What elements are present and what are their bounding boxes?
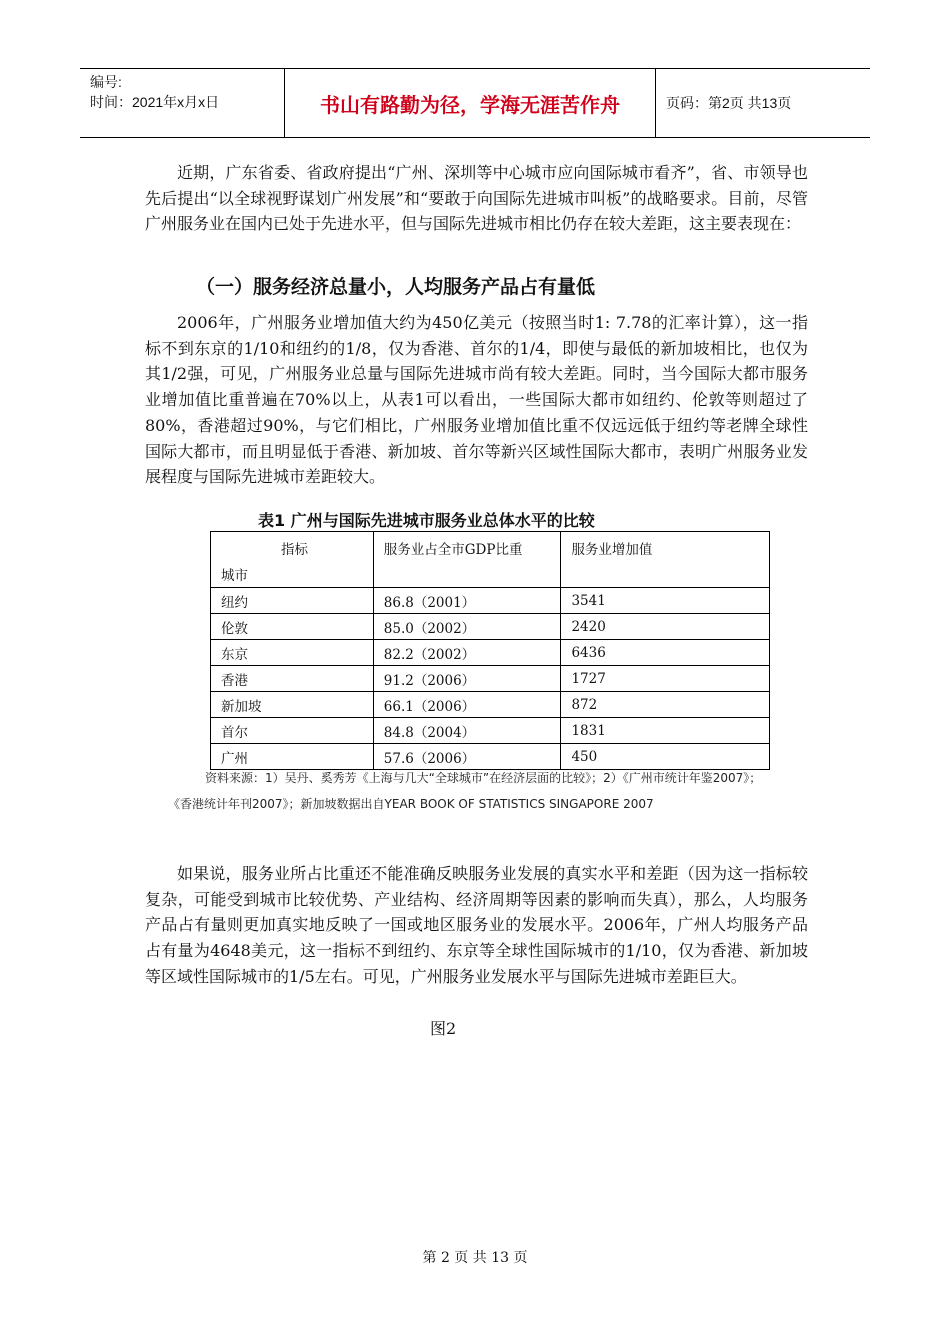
share-cell: 84.8（2004） bbox=[373, 718, 561, 744]
page-header bbox=[80, 68, 870, 138]
table-row bbox=[211, 666, 770, 692]
city-cell: 香港 bbox=[211, 666, 374, 692]
city-cell: 广州 bbox=[211, 744, 374, 770]
header-meta bbox=[90, 72, 285, 112]
header-cell-indicator-city bbox=[211, 532, 374, 588]
header-city: 城市 bbox=[221, 568, 248, 584]
table-row bbox=[211, 640, 770, 666]
document-date: 时间：2021年x月x日 bbox=[90, 94, 220, 110]
value-cell: 6436 bbox=[561, 640, 770, 666]
share-cell: 82.2（2002） bbox=[373, 640, 561, 666]
table-row bbox=[211, 614, 770, 640]
city-cell: 伦敦 bbox=[211, 614, 374, 640]
value-cell: 1831 bbox=[561, 718, 770, 744]
share-cell: 86.8（2001） bbox=[373, 588, 561, 614]
table-row bbox=[211, 692, 770, 718]
table-row bbox=[211, 718, 770, 744]
value-cell: 3541 bbox=[561, 588, 770, 614]
table-header-row bbox=[211, 532, 770, 588]
share-cell: 66.1（2006） bbox=[373, 692, 561, 718]
city-cell: 首尔 bbox=[211, 718, 374, 744]
header-indicator: 指标 bbox=[281, 542, 308, 558]
header-divider bbox=[655, 69, 656, 137]
intro-paragraph: 近期，广东省委、省政府提出“广州、深圳等中心城市应向国际城市看齐”，省、市领导也先后提出“以全球视野谋划广州发展”和“要敢于向国际先进城市叫板”的战略要求。目前，尽管广州服务业在国内已处于先进水平，但与国际先进城市相比仍存在较大差距，这主要表现在： bbox=[145, 163, 808, 234]
table-caption: 表1 广州与国际先进城市服务业总体水平的比较 bbox=[258, 511, 595, 530]
city-cell: 东京 bbox=[211, 640, 374, 666]
value-cell: 2420 bbox=[561, 614, 770, 640]
comparison-table bbox=[210, 531, 770, 770]
section-heading: （一）服务经济总量小，人均服务产品占有量低 bbox=[196, 276, 596, 298]
value-cell: 872 bbox=[561, 692, 770, 718]
header-value: 服务业增加值 bbox=[561, 532, 770, 588]
document-number-label: 编号: bbox=[90, 74, 122, 90]
city-cell: 新加坡 bbox=[211, 692, 374, 718]
city-cell: 纽约 bbox=[211, 588, 374, 614]
table-source-note: 资料来源：1）吴丹、奚秀芳《上海与几大“全球城市”在经济层面的比较》；2）《广州市统计年鉴2007》；《香港统计年刊2007》；新加坡数据出自YEAR BOOK OF STATISTICS SINGAPORE 2007 bbox=[168, 771, 762, 811]
value-cell: 1727 bbox=[561, 666, 770, 692]
share-cell: 57.6（2006） bbox=[373, 744, 561, 770]
figure-label: 图2 bbox=[430, 1019, 457, 1038]
share-cell: 85.0（2002） bbox=[373, 614, 561, 640]
table-row bbox=[211, 588, 770, 614]
header-page-info: 页码：第2页 共13页 bbox=[666, 95, 792, 111]
value-cell: 450 bbox=[561, 744, 770, 770]
share-cell: 91.2（2006） bbox=[373, 666, 561, 692]
header-share: 服务业占全市GDP比重 bbox=[373, 532, 561, 588]
body-paragraph-2: 如果说，服务业所占比重还不能准确反映服务业发展的真实水平和差距（因为这一指标较复杂，可能受到城市比较优势、产业结构、经济周期等因素的影响而失真），那么，人均服务产品占有量则更加真实地反映了一国或地区服务业的发展水平。2006年，广州人均服务产品占有量为4648美元，这一指标不到纽约、东京等全球性国际城市的1/10，仅为香港、新加坡等区域性国际城市的1/5左右。可见，广州服务业发展水平与国际先进城市差距巨大。 bbox=[145, 864, 808, 986]
page-footer: 第 2 页 共 13 页 bbox=[422, 1250, 528, 1266]
body-paragraph-1: 2006年，广州服务业增加值大约为450亿美元（按照当时1: 7.78的汇率计算），这一指标不到东京的1/10和纽约的1/8，仅为香港、首尔的1/4，即使与最低的新加坡相比，也仅为其1/2强，可见，广州服务业总量与国际先进城市尚有较大差距。同时，当今国际大都市服务业增加值比重普遍在70%以上，从表1可以看出，一些国际大都市如纽约、伦敦等则超过了 80%，香港超过90%，与它们相比，广州服务业增加值比重不仅远远低于纽约等老牌全球性国际大都市，而且明显低于香港、新加坡、首尔等新兴区域性国际大都市，表明广州服务业发展程度与国际先进城市差距较大。 bbox=[145, 313, 808, 487]
header-motto: 书山有路勤为径，学海无涯苦作舟 bbox=[320, 92, 620, 117]
